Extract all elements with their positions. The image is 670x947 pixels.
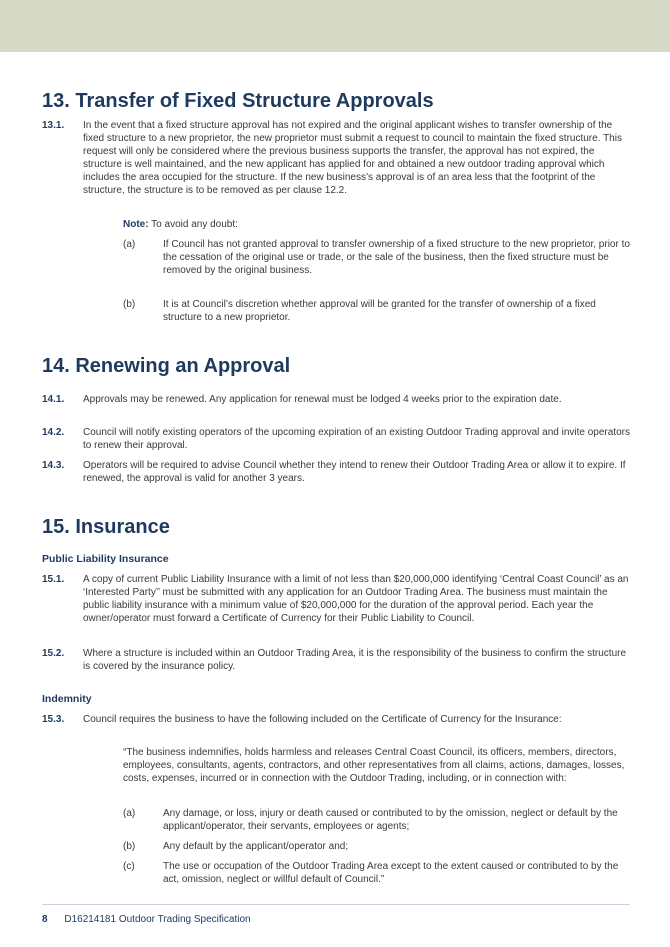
clause-text: In the event that a fixed structure approval has not expired and the original applicant wishes to transfer ownership of the fixed structure to a new proprietor, the new proprietor must submit a request to council to maintain the fixed structure. This request will only be considered where the previous business supports the transfer, the approval has not expired, the structure is well maintained, and the new applicant has applied for and obtained a new outdoor trading approval which includes the area occupied for the structure. If the new business’s approval is of an area less that the footprint of the structure, the structure is to be removed as per clause 12.2. [83, 120, 622, 196]
section-14-heading: 14. Renewing an Approval [42, 355, 291, 377]
clause-14-1 [42, 393, 632, 406]
clause-number: 14.2. [42, 427, 65, 438]
subclause-label: (a) [123, 239, 136, 250]
subclause-text: It is at Council’s discretion whether approval will be granted for the transfer of ownership of a fixed structure to a new proprietor. [163, 299, 596, 323]
subclause-text: The use or occupation of the Outdoor Trading Area except to the extent caused or contributed to by the act, omission, neglect or willful default of Council.” [163, 861, 619, 885]
subclause-13-a [123, 238, 633, 277]
clause-number: 14.3. [42, 460, 65, 471]
clause-14-2 [42, 426, 632, 452]
subclause-label: (b) [123, 299, 136, 310]
page-number: 8 [42, 914, 48, 925]
clause-15-3 [42, 713, 632, 726]
clause-number: 15.1. [42, 574, 65, 585]
subclause-15-c [123, 860, 633, 886]
clause-number: 15.3. [42, 714, 65, 725]
section-15-heading: 15. Insurance [42, 516, 170, 538]
clause-text: Operators will be required to advise Council whether they intend to renew their Outdoor Trading Area or allow it to expire. If renewed, the approval is valid for another 3 years. [83, 460, 626, 484]
subclause-15-b [123, 840, 633, 853]
subclause-label: (a) [123, 808, 136, 819]
note [123, 218, 238, 231]
clause-text: Council requires the business to have the following included on the Certificate of Currency for the Insurance: [83, 714, 562, 725]
clause-15-1 [42, 573, 632, 625]
section-13-heading: 13. Transfer of Fixed Structure Approvals [42, 90, 434, 112]
indemnity-subheading: Indemnity [42, 693, 92, 705]
note-label: Note: [123, 219, 149, 230]
subclause-text: If Council has not granted approval to transfer ownership of a fixed structure to the new proprietor, prior to the cessation of the original use or trade, or the sale of the business, then the fixed structure must be removed by the original business. [163, 239, 630, 276]
clause-number: 15.2. [42, 648, 65, 659]
subclause-text: Any damage, or loss, injury or death caused or contributed to by the omission, neglect or default by the applicant/operator, their servants, employees or agents; [163, 808, 618, 832]
clause-13-1 [42, 119, 632, 197]
clause-number: 13.1. [42, 120, 65, 131]
subclause-15-a [123, 807, 633, 833]
clause-text: Approvals may be renewed. Any application for renewal must be lodged 4 weeks prior to the expiration date. [83, 394, 562, 405]
document-reference: D16214181 Outdoor Trading Specification [64, 914, 251, 925]
subclause-label: (b) [123, 841, 136, 852]
indemnity-quote: “The business indemnifies, holds harmless and releases Central Coast Council, its officers, members, directors, employees, consultants, agents, contractors, and other representatives from all claims, actions, damages, losses, costs, expenses, incurred or in connection with the Outdoor Trading, including, or in connection with: [123, 747, 625, 784]
clause-14-3 [42, 459, 632, 485]
subclause-13-b [123, 298, 633, 324]
subclause-label: (c) [123, 861, 135, 872]
clause-text: Council will notify existing operators of the upcoming expiration of an existing Outdoor Trading approval and invite operators to renew their approval. [83, 427, 630, 451]
footer-divider [42, 904, 630, 905]
note-text: To avoid any doubt: [151, 219, 238, 230]
subclause-text: Any default by the applicant/operator and; [163, 841, 349, 852]
public-liability-subheading: Public Liability Insurance [42, 553, 169, 565]
clause-15-2 [42, 647, 632, 673]
page-footer [42, 913, 251, 926]
clause-number: 14.1. [42, 394, 65, 405]
clause-text: A copy of current Public Liability Insurance with a limit of not less than $20,000,000 identifying ‘Central Coast Council’ as an ‘Interested Party’’ must be submitted with any application for an Outdoor Trading Area. The business must maintain the public liability insurance with a minimum value of $20,000,000 for the duration of the approval period. Each year the owner/operator must forward a Certificate of Currency for their Public Liability to Council. [83, 574, 629, 624]
clause-text: Where a structure is included within an Outdoor Trading Area, it is the responsibility of the business to confirm the structure is covered by the insurance policy. [83, 648, 627, 672]
